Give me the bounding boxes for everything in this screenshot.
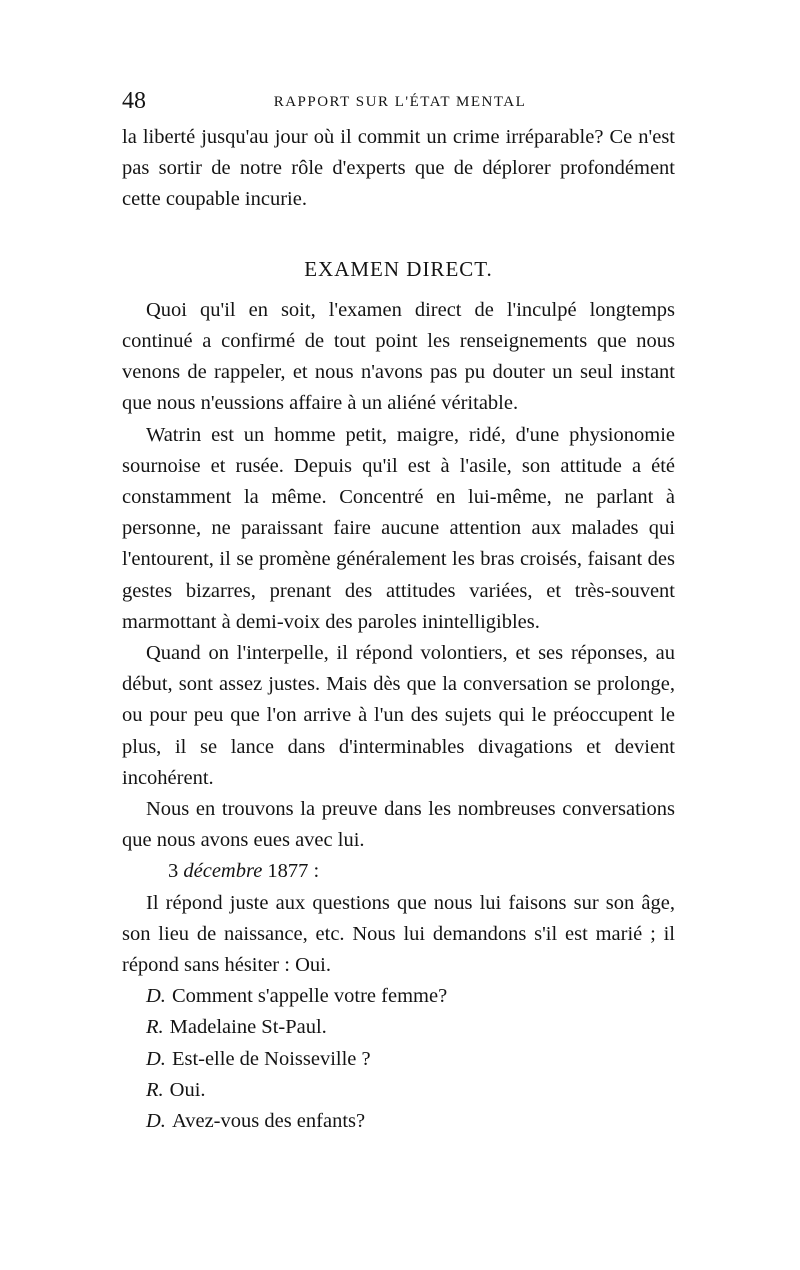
paragraph-direct-exam: Quoi qu'il en soit, l'examen direct de l'inculpé longtemps continué a confirmé de tout point les renseignements que nous venons de rappeler, et nous n'avons pas pu douter un seul instant que nous n'eussions affaire à un aliéné véritable. (122, 298, 675, 415)
date-line (122, 856, 675, 887)
paragraph-responses: Quand on l'interpelle, il répond volontiers, et ses réponses, au début, sont assez justes. Mais dès que la conversation se prolonge, ou pour peu que l'on arrive à l'un des sujets qui le préoccupent le plus, il se lance dans d'interminables divagations et devient incohérent. (122, 642, 675, 789)
page-header (122, 88, 678, 118)
dialogue-text: Avez-vous des enfants? (171, 1110, 366, 1133)
dialogue-speaker: D. (146, 1047, 166, 1070)
dialogue-speaker: D. (146, 985, 166, 1008)
dialogue-text: Comment s'appelle votre femme? (171, 985, 448, 1008)
dialogue-text: Est-elle de Noisseville ? (171, 1047, 371, 1070)
date-day: 3 (168, 860, 179, 883)
date-year: 1877 : (267, 860, 320, 883)
dialogue-line (122, 1075, 675, 1106)
opening-paragraph: la liberté jusqu'au jour où il commit un crime irréparable? Ce n'est pas sortir de notre rôle d'experts que de déplorer profondément cette coupable incurie. (122, 126, 675, 211)
dialogue-line (122, 1044, 675, 1075)
dialogue-text: Madelaine St-Paul. (169, 1016, 327, 1039)
dialogue-line (122, 1012, 675, 1043)
dialogue-speaker: R. (146, 1016, 164, 1039)
section-heading: EXAMEN DIRECT. (304, 256, 493, 281)
paragraph-date-entry: Il répond juste aux questions que nous lui faisons sur son âge, son lieu de naissance, etc. Nous lui demandons s'il est marié ; il répond sans hésiter : Oui. (122, 891, 675, 977)
paragraph-conversations: Nous en trouvons la preuve dans les nombreuses conversations que nous avons eues avec lui. (122, 798, 675, 852)
running-head: RAPPORT SUR L'ÉTAT MENTAL (273, 94, 527, 110)
page-body (122, 122, 675, 1137)
dialogue-speaker: D. (146, 1110, 166, 1133)
date-month: décembre (183, 860, 263, 883)
page-number: 48 (122, 88, 146, 114)
dialogue-line (122, 981, 675, 1012)
dialogue-speaker: R. (146, 1078, 164, 1101)
dialogue-line (122, 1106, 675, 1137)
dialogue-text: Oui. (169, 1078, 206, 1101)
paragraph-portrait: Watrin est un homme petit, maigre, ridé, d'une physionomie sournoise et rusée. Depuis qu'il est à l'asile, son attitude a été constamment la même. Concentré en lui-même, ne parlant à personne, ne paraissant faire aucune attention aux malades qui l'entourent, il se promène généralement les bras croisés, faisant des gestes bizarres, prenant des attitudes variées, et très-souvent marmottant à demi-voix des paroles inintelligibles. (122, 423, 675, 633)
